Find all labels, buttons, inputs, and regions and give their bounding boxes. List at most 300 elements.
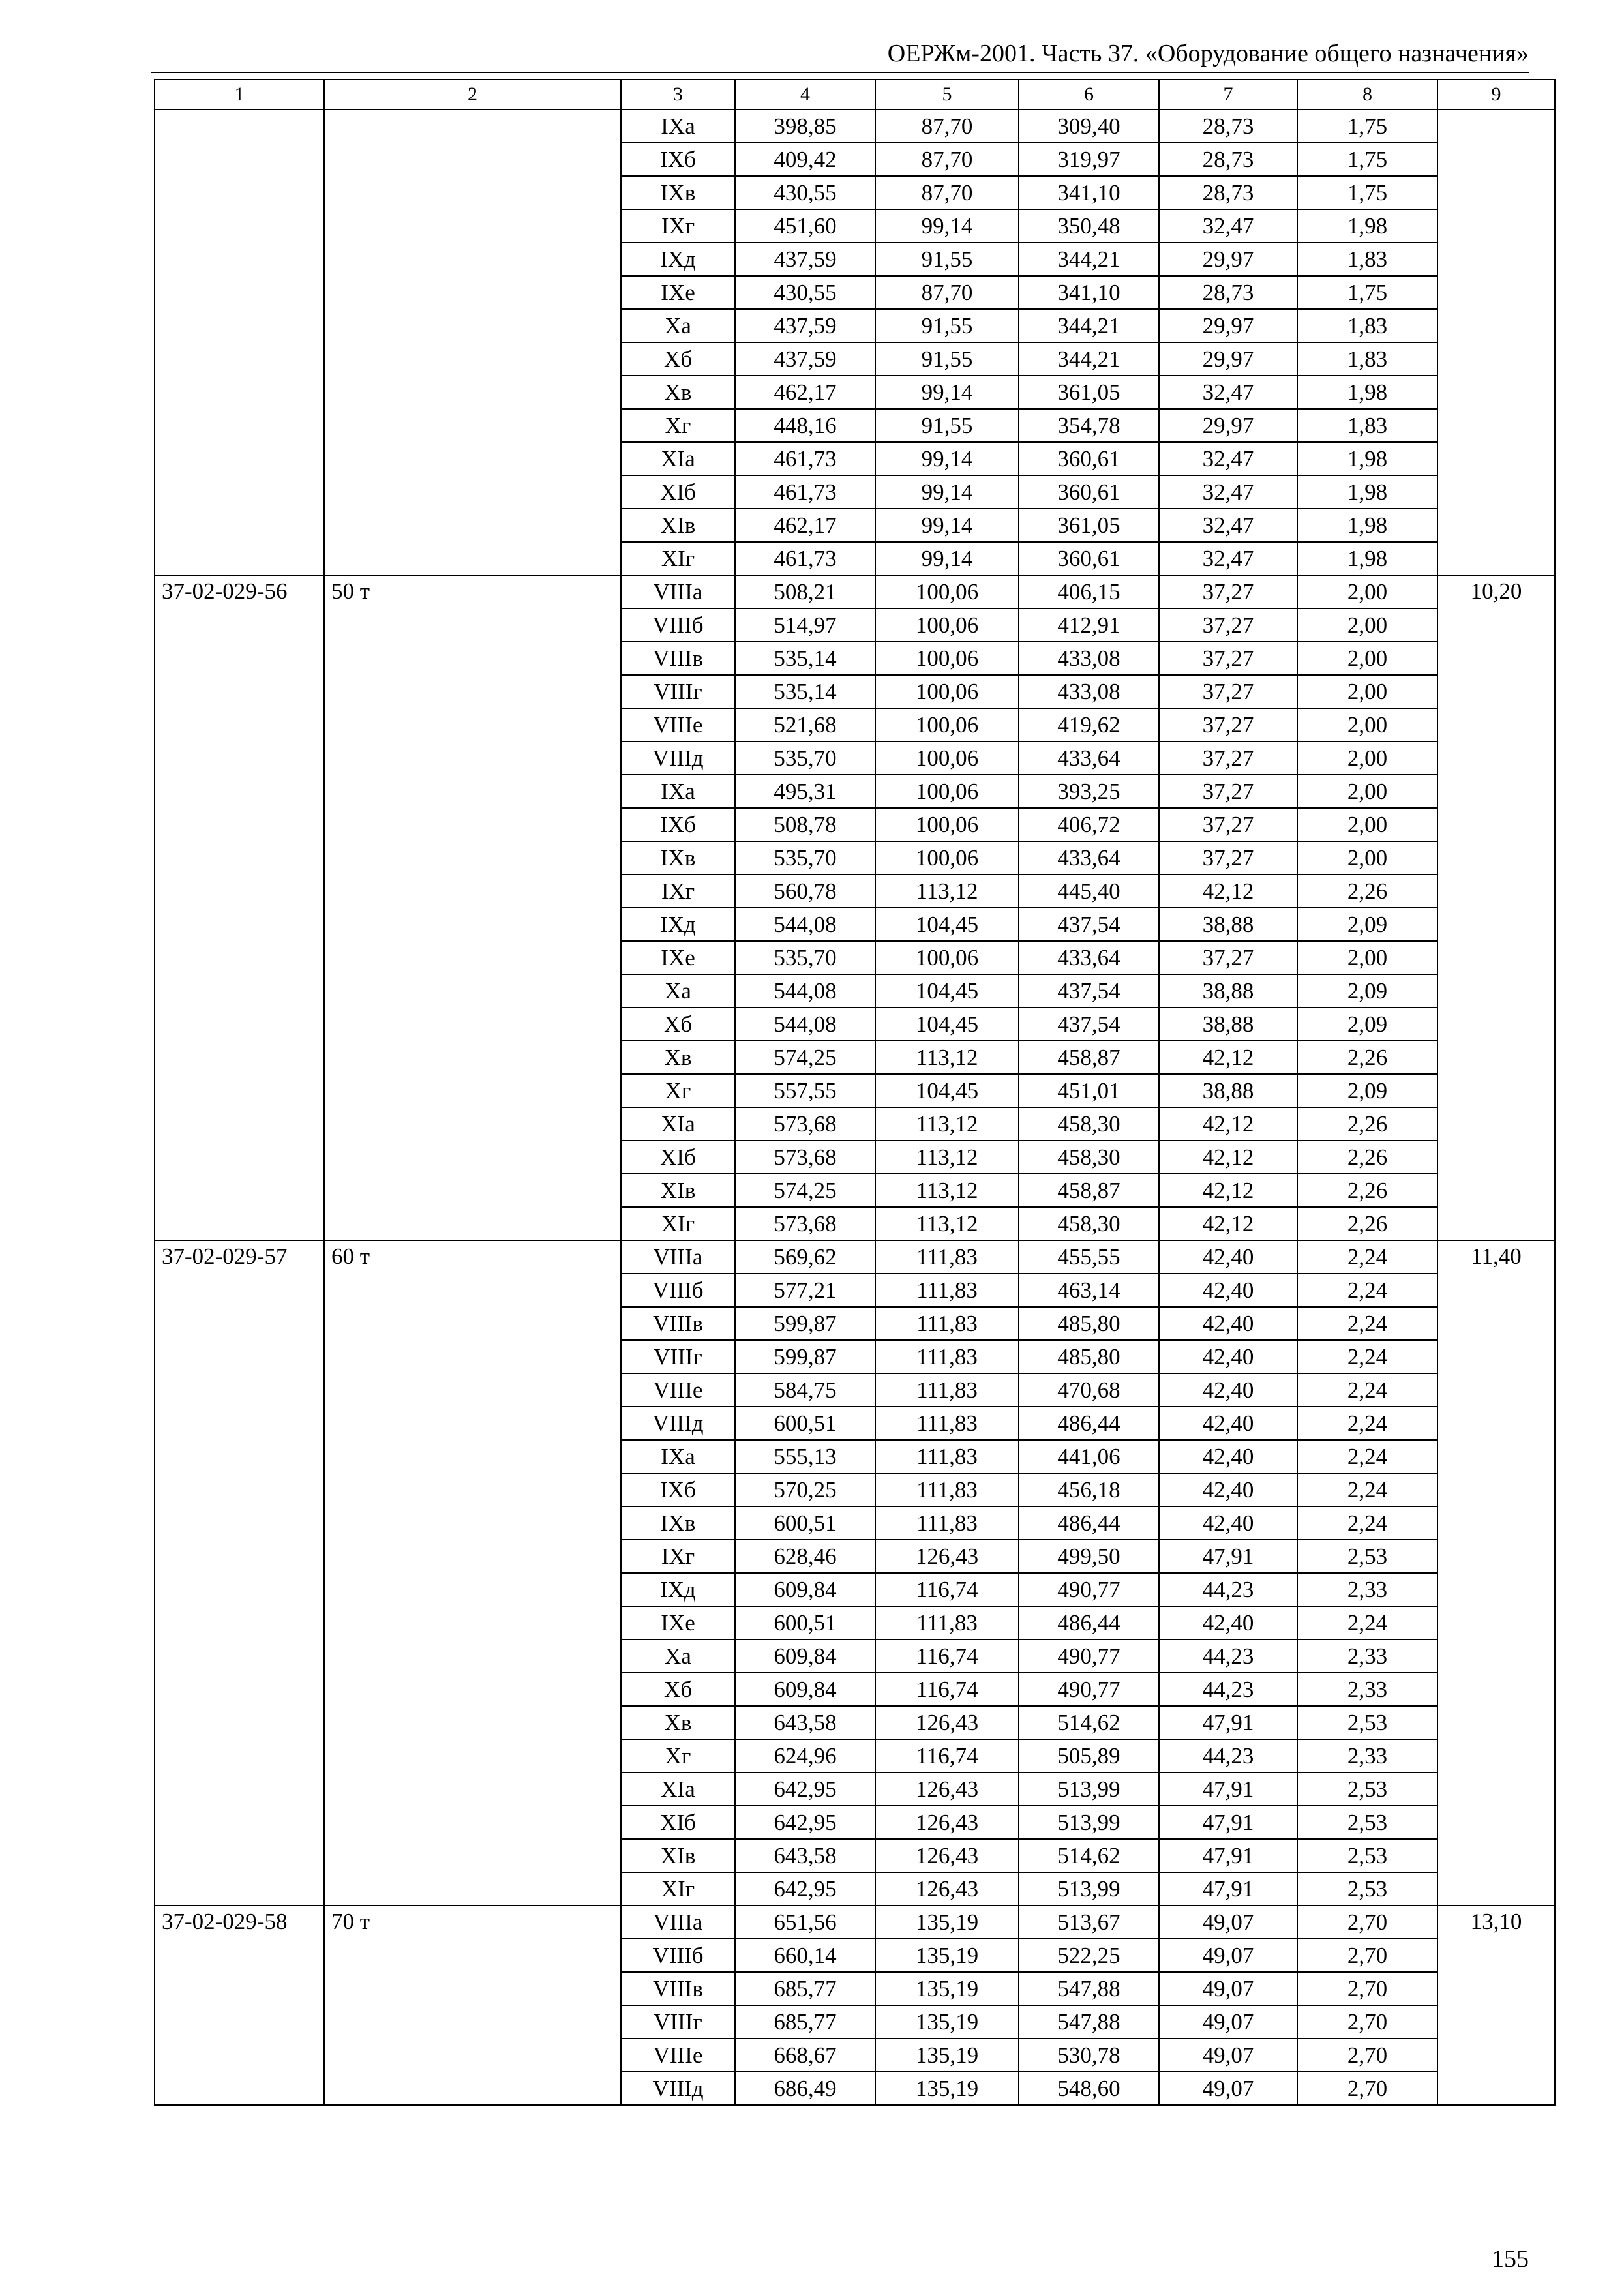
value-cell: 319,97: [1019, 143, 1159, 176]
header-rule-thick: [151, 72, 1529, 73]
value-cell: 99,14: [875, 475, 1019, 509]
value-cell: 99,14: [875, 209, 1019, 243]
value-cell: 99,14: [875, 442, 1019, 475]
value-cell: 451,60: [735, 209, 875, 243]
value-cell: 419,62: [1019, 708, 1159, 741]
value-cell: 100,06: [875, 642, 1019, 675]
value-cell: 2,53: [1297, 1872, 1437, 1906]
value-cell: 470,68: [1019, 1373, 1159, 1407]
column-number-cell: 5: [875, 80, 1019, 110]
value-cell: 490,77: [1019, 1573, 1159, 1606]
value-cell: 37,27: [1159, 941, 1297, 974]
value-cell: 514,62: [1019, 1839, 1159, 1872]
value-cell: 535,70: [735, 941, 875, 974]
rate-code-cell: 37-02-029-56: [155, 575, 324, 1240]
value-cell: 628,46: [735, 1540, 875, 1573]
category-cell: IXг: [621, 209, 735, 243]
value-cell: 2,53: [1297, 1806, 1437, 1839]
value-cell: 87,70: [875, 143, 1019, 176]
value-cell: 344,21: [1019, 243, 1159, 276]
value-cell: 458,30: [1019, 1141, 1159, 1174]
value-cell: 111,83: [875, 1473, 1019, 1506]
value-cell: 600,51: [735, 1606, 875, 1639]
value-cell: 104,45: [875, 974, 1019, 1008]
category-cell: IXб: [621, 1473, 735, 1506]
value-cell: 111,83: [875, 1506, 1019, 1540]
category-cell: XIг: [621, 1207, 735, 1240]
value-cell: 87,70: [875, 276, 1019, 309]
value-cell: 29,97: [1159, 409, 1297, 442]
value-cell: 2,24: [1297, 1340, 1437, 1373]
value-cell: 99,14: [875, 376, 1019, 409]
value-cell: 513,99: [1019, 1806, 1159, 1839]
value-cell: 126,43: [875, 1872, 1019, 1906]
value-cell: 490,77: [1019, 1639, 1159, 1673]
value-cell: 100,06: [875, 841, 1019, 875]
value-cell: 441,06: [1019, 1440, 1159, 1473]
value-cell: 341,10: [1019, 276, 1159, 309]
value-cell: 2,00: [1297, 741, 1437, 775]
value-cell: 599,87: [735, 1340, 875, 1373]
value-cell: 116,74: [875, 1673, 1019, 1706]
category-cell: VIIIа: [621, 1240, 735, 1274]
value-cell: 309,40: [1019, 110, 1159, 143]
category-cell: IXе: [621, 1606, 735, 1639]
value-cell: 2,00: [1297, 841, 1437, 875]
value-cell: 49,07: [1159, 1906, 1297, 1939]
category-cell: VIIIд: [621, 2072, 735, 2105]
value-cell: 530,78: [1019, 2039, 1159, 2072]
value-cell: 2,24: [1297, 1373, 1437, 1407]
value-cell: 2,00: [1297, 675, 1437, 708]
value-cell: 499,50: [1019, 1540, 1159, 1573]
value-cell: 560,78: [735, 875, 875, 908]
category-cell: XIб: [621, 1806, 735, 1839]
value-cell: 455,55: [1019, 1240, 1159, 1274]
category-cell: XIа: [621, 442, 735, 475]
value-cell: 2,09: [1297, 908, 1437, 941]
value-cell: 2,53: [1297, 1706, 1437, 1739]
value-cell: 2,70: [1297, 1939, 1437, 1972]
value-cell: 461,73: [735, 442, 875, 475]
value-cell: 462,17: [735, 509, 875, 542]
category-cell: VIIIа: [621, 575, 735, 608]
value-cell: 1,98: [1297, 209, 1437, 243]
value-cell: 2,09: [1297, 1008, 1437, 1041]
column9-cell: 10,20: [1437, 575, 1555, 1240]
value-cell: 344,21: [1019, 309, 1159, 342]
value-cell: 2,70: [1297, 2039, 1437, 2072]
value-cell: 2,53: [1297, 1773, 1437, 1806]
category-cell: VIIIб: [621, 1939, 735, 1972]
value-cell: 135,19: [875, 2072, 1019, 2105]
value-cell: 47,91: [1159, 1806, 1297, 1839]
value-cell: 535,70: [735, 841, 875, 875]
value-cell: 32,47: [1159, 475, 1297, 509]
value-cell: 557,55: [735, 1074, 875, 1107]
value-cell: 111,83: [875, 1274, 1019, 1307]
value-cell: 458,30: [1019, 1107, 1159, 1141]
value-cell: 29,97: [1159, 243, 1297, 276]
category-cell: XIг: [621, 1872, 735, 1906]
category-cell: Xа: [621, 974, 735, 1008]
value-cell: 135,19: [875, 2005, 1019, 2039]
value-cell: 350,48: [1019, 209, 1159, 243]
value-cell: 1,75: [1297, 143, 1437, 176]
value-cell: 1,75: [1297, 176, 1437, 209]
column-number-cell: 8: [1297, 80, 1437, 110]
category-cell: IXб: [621, 808, 735, 841]
value-cell: 433,64: [1019, 941, 1159, 974]
table-row: [155, 1240, 1555, 1274]
value-cell: 547,88: [1019, 2005, 1159, 2039]
value-cell: 2,24: [1297, 1407, 1437, 1440]
value-cell: 126,43: [875, 1839, 1019, 1872]
value-cell: 642,95: [735, 1872, 875, 1906]
category-cell: VIIIд: [621, 741, 735, 775]
value-cell: 430,55: [735, 276, 875, 309]
value-cell: 535,70: [735, 741, 875, 775]
category-cell: VIIIе: [621, 1373, 735, 1407]
value-cell: 600,51: [735, 1506, 875, 1540]
value-cell: 100,06: [875, 775, 1019, 808]
value-cell: 42,40: [1159, 1240, 1297, 1274]
value-cell: 2,26: [1297, 1141, 1437, 1174]
value-cell: 100,06: [875, 808, 1019, 841]
value-cell: 28,73: [1159, 176, 1297, 209]
value-cell: 354,78: [1019, 409, 1159, 442]
value-cell: 430,55: [735, 176, 875, 209]
value-cell: 38,88: [1159, 974, 1297, 1008]
value-cell: 437,59: [735, 309, 875, 342]
value-cell: 47,91: [1159, 1773, 1297, 1806]
value-cell: 547,88: [1019, 1972, 1159, 2005]
value-cell: 111,83: [875, 1307, 1019, 1340]
category-cell: XIв: [621, 1839, 735, 1872]
value-cell: 47,91: [1159, 1706, 1297, 1739]
value-cell: 2,33: [1297, 1573, 1437, 1606]
category-cell: Xа: [621, 309, 735, 342]
value-cell: 609,84: [735, 1573, 875, 1606]
value-cell: 2,24: [1297, 1606, 1437, 1639]
value-cell: 37,27: [1159, 775, 1297, 808]
value-cell: 32,47: [1159, 209, 1297, 243]
value-cell: 1,75: [1297, 110, 1437, 143]
value-cell: 2,00: [1297, 708, 1437, 741]
value-cell: 113,12: [875, 1041, 1019, 1074]
value-cell: 29,97: [1159, 342, 1297, 376]
column-number-cell: 6: [1019, 80, 1159, 110]
value-cell: 508,78: [735, 808, 875, 841]
value-cell: 544,08: [735, 974, 875, 1008]
value-cell: 513,99: [1019, 1872, 1159, 1906]
column-number-cell: 2: [324, 80, 621, 110]
value-cell: 116,74: [875, 1739, 1019, 1773]
value-cell: 135,19: [875, 1939, 1019, 1972]
value-cell: 32,47: [1159, 442, 1297, 475]
value-cell: 574,25: [735, 1174, 875, 1207]
category-cell: VIIIб: [621, 608, 735, 642]
value-cell: 2,00: [1297, 775, 1437, 808]
category-cell: IXб: [621, 143, 735, 176]
value-cell: 521,68: [735, 708, 875, 741]
category-cell: IXд: [621, 908, 735, 941]
capacity-cell: 70 т: [324, 1906, 621, 2105]
page-header-title: ОЕРЖм-2001. Часть 37. «Оборудование общего назначения»: [887, 40, 1529, 67]
value-cell: 393,25: [1019, 775, 1159, 808]
category-cell: Xб: [621, 1673, 735, 1706]
value-cell: 113,12: [875, 1174, 1019, 1207]
value-cell: 44,23: [1159, 1573, 1297, 1606]
value-cell: 513,67: [1019, 1906, 1159, 1939]
category-cell: IXа: [621, 110, 735, 143]
table-row: [155, 575, 1555, 608]
value-cell: 544,08: [735, 1008, 875, 1041]
category-cell: Xг: [621, 1074, 735, 1107]
category-cell: VIIIе: [621, 2039, 735, 2072]
column9-cell: 11,40: [1437, 1240, 1555, 1906]
value-cell: 37,27: [1159, 675, 1297, 708]
category-cell: VIIIб: [621, 1274, 735, 1307]
value-cell: 2,26: [1297, 1107, 1437, 1141]
value-cell: 485,80: [1019, 1307, 1159, 1340]
value-cell: 651,56: [735, 1906, 875, 1939]
value-cell: 100,06: [875, 675, 1019, 708]
value-cell: 361,05: [1019, 509, 1159, 542]
value-cell: 111,83: [875, 1407, 1019, 1440]
value-cell: 49,07: [1159, 1972, 1297, 2005]
value-cell: 1,83: [1297, 409, 1437, 442]
value-cell: 2,00: [1297, 808, 1437, 841]
value-cell: 37,27: [1159, 608, 1297, 642]
value-cell: 1,98: [1297, 376, 1437, 409]
category-cell: VIIIа: [621, 1906, 735, 1939]
value-cell: 2,33: [1297, 1673, 1437, 1706]
value-cell: 42,12: [1159, 1207, 1297, 1240]
category-cell: Xв: [621, 1041, 735, 1074]
value-cell: 445,40: [1019, 875, 1159, 908]
value-cell: 490,77: [1019, 1673, 1159, 1706]
category-cell: IXг: [621, 1540, 735, 1573]
value-cell: 668,67: [735, 2039, 875, 2072]
value-cell: 433,64: [1019, 741, 1159, 775]
category-cell: VIIIд: [621, 1407, 735, 1440]
category-cell: VIIIв: [621, 1307, 735, 1340]
value-cell: 37,27: [1159, 642, 1297, 675]
category-cell: XIа: [621, 1107, 735, 1141]
value-cell: 437,54: [1019, 1008, 1159, 1041]
value-cell: 569,62: [735, 1240, 875, 1274]
capacity-cell: 60 т: [324, 1240, 621, 1906]
value-cell: 28,73: [1159, 110, 1297, 143]
value-cell: 42,12: [1159, 875, 1297, 908]
value-cell: 458,87: [1019, 1174, 1159, 1207]
value-cell: 44,23: [1159, 1739, 1297, 1773]
value-cell: 100,06: [875, 608, 1019, 642]
value-cell: 29,97: [1159, 309, 1297, 342]
value-cell: 126,43: [875, 1706, 1019, 1739]
value-cell: 409,42: [735, 143, 875, 176]
value-cell: 1,83: [1297, 342, 1437, 376]
value-cell: 1,98: [1297, 475, 1437, 509]
category-cell: IXв: [621, 176, 735, 209]
value-cell: 104,45: [875, 908, 1019, 941]
value-cell: 91,55: [875, 409, 1019, 442]
value-cell: 32,47: [1159, 542, 1297, 575]
category-cell: IXа: [621, 775, 735, 808]
value-cell: 437,59: [735, 243, 875, 276]
value-cell: 91,55: [875, 309, 1019, 342]
value-cell: 42,40: [1159, 1373, 1297, 1407]
value-cell: 91,55: [875, 342, 1019, 376]
value-cell: 660,14: [735, 1939, 875, 1972]
value-cell: 437,59: [735, 342, 875, 376]
category-cell: XIг: [621, 542, 735, 575]
value-cell: 573,68: [735, 1207, 875, 1240]
value-cell: 42,12: [1159, 1141, 1297, 1174]
value-cell: 2,26: [1297, 1174, 1437, 1207]
category-cell: VIIIг: [621, 1340, 735, 1373]
value-cell: 573,68: [735, 1107, 875, 1141]
value-cell: 49,07: [1159, 2005, 1297, 2039]
value-cell: 111,83: [875, 1240, 1019, 1274]
value-cell: 1,98: [1297, 442, 1437, 475]
value-cell: 47,91: [1159, 1839, 1297, 1872]
value-cell: 458,87: [1019, 1041, 1159, 1074]
value-cell: 44,23: [1159, 1673, 1297, 1706]
value-cell: 2,24: [1297, 1440, 1437, 1473]
value-cell: 609,84: [735, 1673, 875, 1706]
value-cell: 2,70: [1297, 2005, 1437, 2039]
value-cell: 135,19: [875, 1906, 1019, 1939]
value-cell: 42,40: [1159, 1307, 1297, 1340]
category-cell: XIв: [621, 1174, 735, 1207]
value-cell: 1,83: [1297, 243, 1437, 276]
value-cell: 508,21: [735, 575, 875, 608]
category-cell: IXг: [621, 875, 735, 908]
value-cell: 548,60: [1019, 2072, 1159, 2105]
column-number-cell: 1: [155, 80, 324, 110]
category-cell: IXа: [621, 1440, 735, 1473]
value-cell: 111,83: [875, 1606, 1019, 1639]
value-cell: 456,18: [1019, 1473, 1159, 1506]
value-cell: 113,12: [875, 1107, 1019, 1141]
value-cell: 2,26: [1297, 1207, 1437, 1240]
category-cell: VIIIв: [621, 642, 735, 675]
value-cell: 42,12: [1159, 1041, 1297, 1074]
value-cell: 135,19: [875, 1972, 1019, 2005]
category-cell: Xб: [621, 1008, 735, 1041]
category-cell: XIб: [621, 1141, 735, 1174]
value-cell: 104,45: [875, 1008, 1019, 1041]
value-cell: 37,27: [1159, 841, 1297, 875]
category-cell: IXд: [621, 243, 735, 276]
value-cell: 2,00: [1297, 608, 1437, 642]
value-cell: 2,24: [1297, 1240, 1437, 1274]
value-cell: 642,95: [735, 1773, 875, 1806]
value-cell: 28,73: [1159, 276, 1297, 309]
value-cell: 437,54: [1019, 974, 1159, 1008]
value-cell: 42,40: [1159, 1340, 1297, 1373]
value-cell: 37,27: [1159, 575, 1297, 608]
value-cell: 2,33: [1297, 1739, 1437, 1773]
category-cell: Xг: [621, 409, 735, 442]
value-cell: 433,08: [1019, 675, 1159, 708]
rate-code-cell: 37-02-029-58: [155, 1906, 324, 2105]
value-cell: 100,06: [875, 575, 1019, 608]
value-cell: 584,75: [735, 1373, 875, 1407]
value-cell: 522,25: [1019, 1939, 1159, 1972]
category-cell: XIв: [621, 509, 735, 542]
value-cell: 49,07: [1159, 1939, 1297, 1972]
value-cell: 458,30: [1019, 1207, 1159, 1240]
page-number: 155: [1492, 2245, 1529, 2273]
value-cell: 1,98: [1297, 509, 1437, 542]
value-cell: 535,14: [735, 675, 875, 708]
value-cell: 600,51: [735, 1407, 875, 1440]
value-cell: 126,43: [875, 1773, 1019, 1806]
value-cell: 38,88: [1159, 1008, 1297, 1041]
value-cell: 2,53: [1297, 1540, 1437, 1573]
value-cell: 42,40: [1159, 1274, 1297, 1307]
value-cell: 462,17: [735, 376, 875, 409]
value-cell: 486,44: [1019, 1407, 1159, 1440]
value-cell: 111,83: [875, 1373, 1019, 1407]
value-cell: 514,97: [735, 608, 875, 642]
value-cell: 505,89: [1019, 1739, 1159, 1773]
value-cell: 87,70: [875, 176, 1019, 209]
value-cell: 47,91: [1159, 1872, 1297, 1906]
value-cell: 42,40: [1159, 1606, 1297, 1639]
value-cell: 113,12: [875, 1141, 1019, 1174]
value-cell: 486,44: [1019, 1606, 1159, 1639]
value-cell: 42,40: [1159, 1440, 1297, 1473]
value-cell: 437,54: [1019, 908, 1159, 941]
category-cell: IXв: [621, 1506, 735, 1540]
category-cell: VIIIг: [621, 675, 735, 708]
column9-cell: 13,10: [1437, 1906, 1555, 2105]
value-cell: 2,24: [1297, 1307, 1437, 1340]
rate-code-cell: 37-02-029-57: [155, 1240, 324, 1906]
value-cell: 1,83: [1297, 309, 1437, 342]
value-cell: 2,24: [1297, 1473, 1437, 1506]
value-cell: 42,40: [1159, 1407, 1297, 1440]
value-cell: 37,27: [1159, 708, 1297, 741]
column-number-row: [155, 80, 1555, 110]
column-number-cell: 9: [1437, 80, 1555, 110]
category-cell: IXд: [621, 1573, 735, 1606]
value-cell: 1,75: [1297, 276, 1437, 309]
value-cell: 2,00: [1297, 575, 1437, 608]
category-cell: IXв: [621, 841, 735, 875]
value-cell: 38,88: [1159, 908, 1297, 941]
value-cell: 486,44: [1019, 1506, 1159, 1540]
category-cell: VIIIе: [621, 708, 735, 741]
value-cell: 2,26: [1297, 1041, 1437, 1074]
value-cell: 461,73: [735, 475, 875, 509]
value-cell: 47,91: [1159, 1540, 1297, 1573]
table-row: [155, 1906, 1555, 1939]
value-cell: 126,43: [875, 1540, 1019, 1573]
value-cell: 643,58: [735, 1706, 875, 1739]
category-cell: Xг: [621, 1739, 735, 1773]
column-number-cell: 3: [621, 80, 735, 110]
value-cell: 514,62: [1019, 1706, 1159, 1739]
value-cell: 49,07: [1159, 2039, 1297, 2072]
value-cell: 126,43: [875, 1806, 1019, 1839]
value-cell: 406,15: [1019, 575, 1159, 608]
category-cell: Xв: [621, 376, 735, 409]
